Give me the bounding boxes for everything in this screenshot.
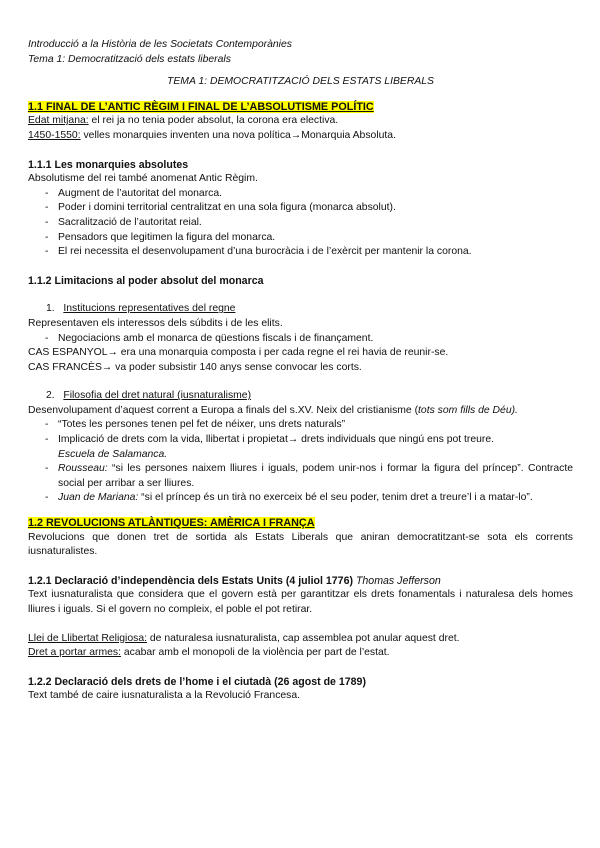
list-item <box>58 462 573 491</box>
numbered-item-1-num: 1. <box>46 303 55 315</box>
list-item: - Pensadors que legitimen la figura del monarca. <box>58 231 573 246</box>
list-item: - Negociacions amb el monarca de qüestions fiscals i de finançament. <box>58 332 573 347</box>
header-course: Introducció a la Història de les Societats Contemporànies <box>28 39 292 50</box>
header-topic: Tema 1: Democratització dels estats liberals <box>28 53 231 65</box>
numbered-item-2 <box>28 389 573 404</box>
jefferson-label: Thomas Jefferson <box>353 574 441 587</box>
dates-text: velles monarquies inventen una nova política→Monarquia Absoluta. <box>80 129 396 141</box>
edat-mitjana-text: el rei ja no tenia poder absolut, la corona era electiva. <box>88 115 339 127</box>
section-1-2-heading-text: 1.2 REVOLUCIONS ATLÀNTIQUES: AMÈRICA I FRANÇA <box>28 517 315 530</box>
section-1-2-heading <box>28 516 573 531</box>
bear-arms-label: Dret a portar armes: <box>28 647 121 659</box>
numbered-item-2-num: 2. <box>46 390 55 402</box>
rousseau-quote: “si les persones naixem lliures i iguals, podem unir-nos i formar la figura del príncep”. Contracte social per arribar a ser lliures. <box>58 463 573 489</box>
mariana-label: Juan de Mariana: <box>58 492 139 504</box>
salamanca-school: Escuela de Salamanca. <box>58 448 168 460</box>
section-1-1-1-intro: Absolutisme del rei també anomenat Antic Règim. <box>28 173 258 185</box>
section-1-1-heading-text: 1.1 FINAL DE L’ANTIC RÈGIM I FINAL DE L’ABSOLUTISME POLÍTIC <box>28 100 374 113</box>
section-1-2-1-heading <box>28 574 573 589</box>
edat-mitjana-label: Edat mitjana: <box>28 115 89 127</box>
list-item: - Poder i domini territorial centralitzat en una sola figura (monarca absolut). <box>58 201 573 216</box>
cas-espanyol: CAS ESPANYOL→ era una monarquia composta i per cada regne el rei havia de reunir-se. <box>28 347 449 359</box>
rights-text: Implicació de drets com la vida, llibertat i propietat→ drets individuals que ningú ens pot treure. <box>58 434 495 446</box>
natural-law-list <box>28 418 573 506</box>
list-item: - El rei necessita el desenvolupament d’una burocràcia i de l’exèrcit per mantenir la corona. <box>58 245 573 260</box>
religious-freedom-line <box>28 632 573 647</box>
natural-law-intro <box>28 404 573 419</box>
cas-frances: CAS FRANCÈS→ va poder subsistir 140 anys sense convocar les corts. <box>28 361 362 373</box>
religious-freedom-text: de naturalesa iusnaturalista, cap assemblea pot anular aquest dret. <box>147 632 460 644</box>
institutions-intro: Representaven els interessos dels súbdits i de les elits. <box>28 317 283 329</box>
dates-label: 1450-1550: <box>28 129 81 141</box>
list-item <box>58 491 573 506</box>
list-item: - “Totes les persones tenen pel fet de néixer, uns drets naturals” <box>58 418 573 433</box>
numbered-item-1-title: Institucions representatives del regne <box>63 303 236 315</box>
bear-arms-text: acabar amb el monopoli de la violència per part de l’estat. <box>120 647 390 659</box>
section-1-1-2-heading: 1.1.2 Limitacions al poder absolut del monarca <box>28 274 264 287</box>
list-item: - Sacralització de l’autoritat reial. <box>58 216 573 231</box>
list-item: - Augment de l’autoritat del monarca. <box>58 187 573 202</box>
section-1-2-1-text: Text iusnaturalista que considera que el govern està per garantitzar els drets fonamentals i naturalesa dels homes lliures i iguals. Si el govern no compleix, el poble el pot retirar. <box>28 589 573 615</box>
section-1-2-1-heading-text: 1.2.1 Declaració d’independència dels Estats Units (4 juliol 1776) <box>28 574 353 587</box>
numbered-item-2-title: Filosofia del dret natural (iusnaturalisme) <box>63 390 252 402</box>
section-1-2-intro: Revolucions que donen tret de sortida als Estats Liberals que aniran democratitzant-se sota els corrents iusnaturalistes. <box>28 531 573 558</box>
mariana-quote: “si el príncep és un tirà no exerceix bé el seu poder, tenim dret a treure’l i a matar-lo”. <box>138 492 533 504</box>
natural-law-intro-text: Desenvolupament d’aquest corrent a Europa a finals del s.XV. Neix del cristianisme ( <box>28 404 419 416</box>
section-1-1-1-heading: 1.1.1 Les monarquies absolutes <box>28 158 189 171</box>
absolutism-list <box>28 187 573 260</box>
list-item <box>58 433 573 462</box>
section-1-2-2-text: Text també de caire iusnaturalista a la Revolució Francesa. <box>28 690 301 702</box>
doc-title: TEMA 1: DEMOCRATITZACIÓ DELS ESTATS LIBERALS <box>167 76 434 88</box>
bear-arms-line <box>28 646 573 661</box>
document-content <box>28 38 573 704</box>
institutions-list <box>28 332 573 347</box>
rousseau-label: Rousseau: <box>58 463 108 475</box>
dates-line <box>28 129 573 144</box>
edat-mitjana-line <box>28 114 573 129</box>
section-1-2-2-heading: 1.2.2 Declaració dels drets de l’home i el ciutadà (26 agost de 1789) <box>28 675 366 688</box>
numbered-item-1 <box>28 302 573 317</box>
section-1-1-heading <box>28 100 573 115</box>
religious-freedom-label: Llei de Llibertat Religiosa: <box>28 632 147 644</box>
natural-law-intro-italic: tots som fills de Déu). <box>418 404 518 416</box>
